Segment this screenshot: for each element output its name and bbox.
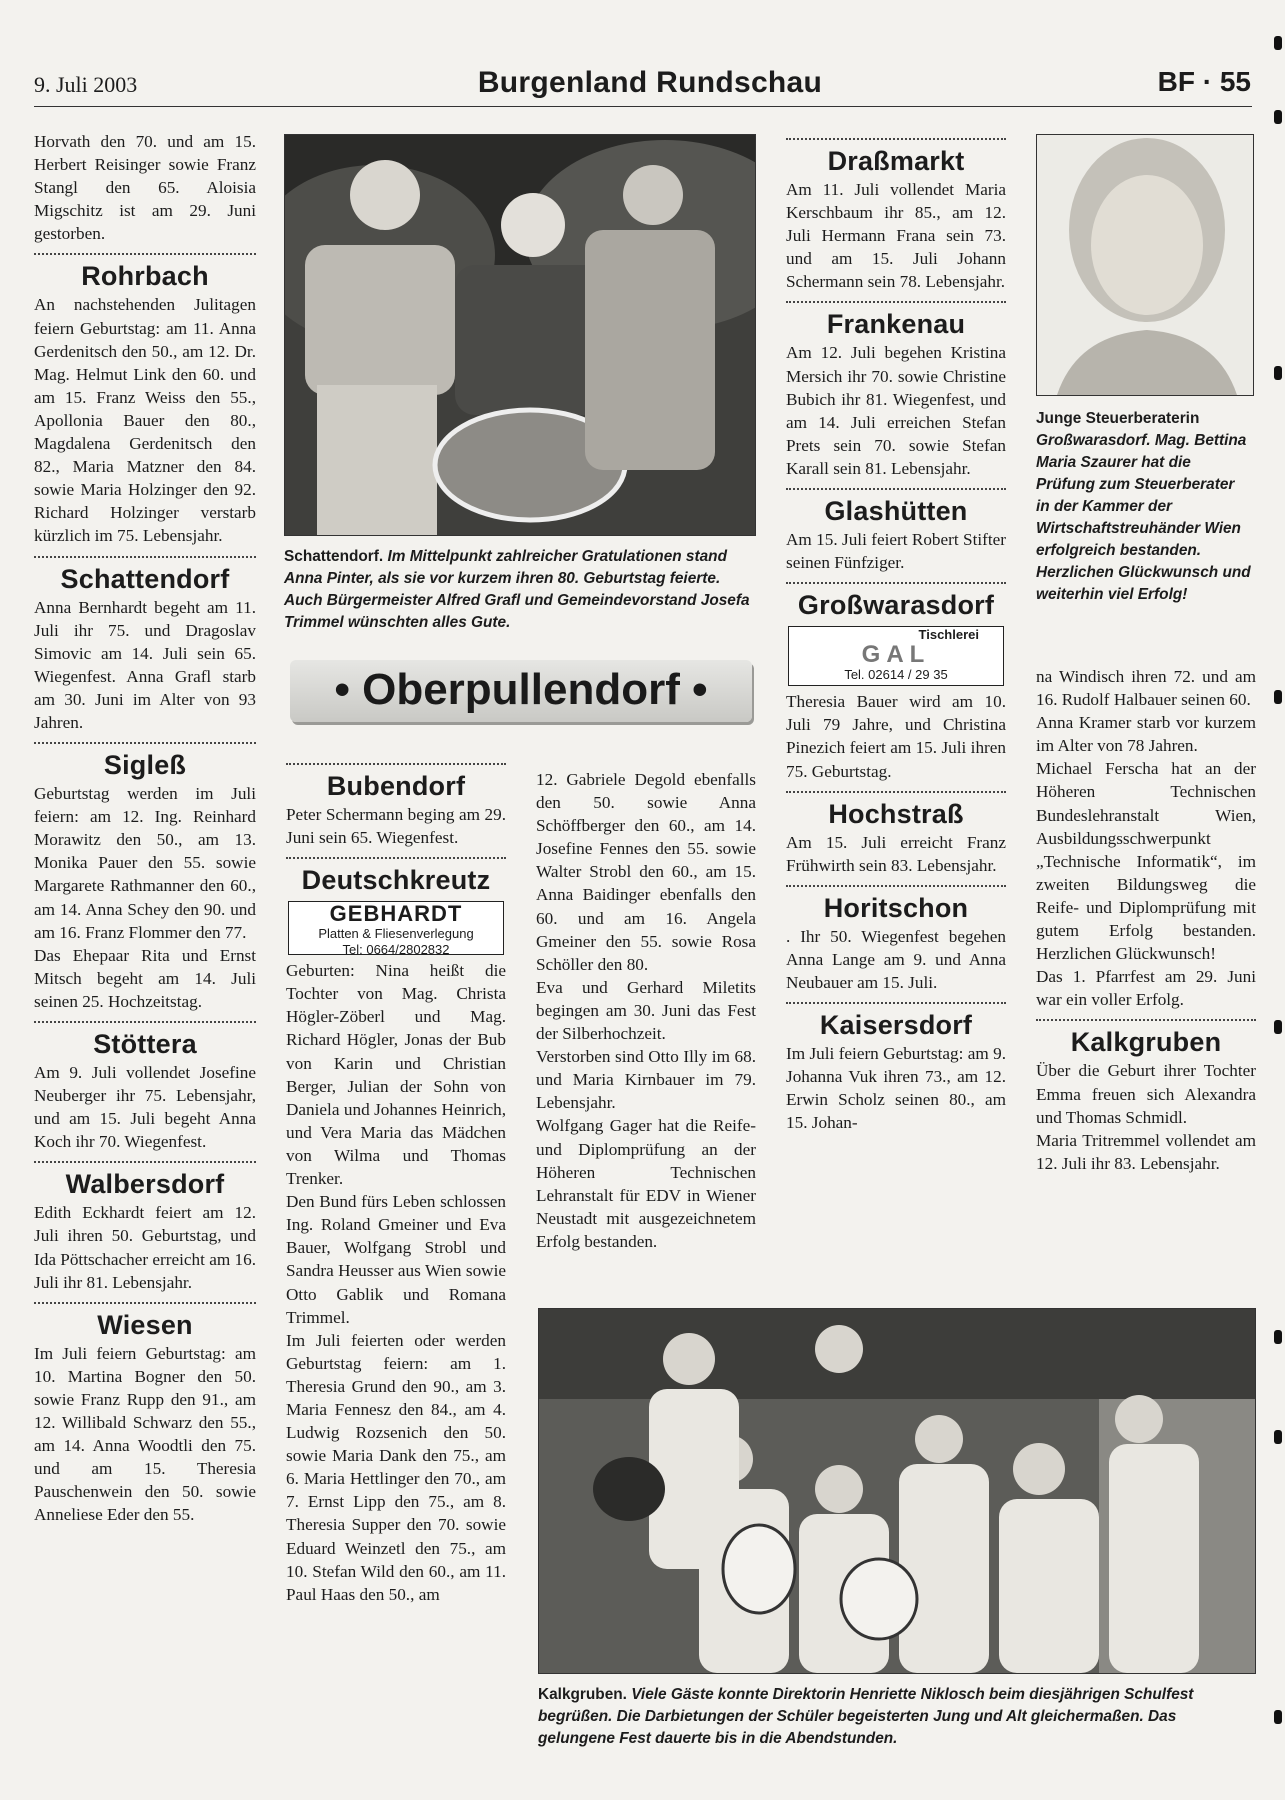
caption-text: Großwarasdorf. Mag. Bettina Maria Szaurer hat die Prüfung zum Steuerberater in der Kammer der Wirtschaftstreuhänder Wien erfolgreich bestanden. Herzlichen Glückwunsch und weiterhin viel Erfolg! [1036,432,1251,603]
ad-line: Tischlerei [918,627,979,643]
ad-phone: Tel: 0664/2802832 [342,942,450,958]
article-text: Anna Bernhardt begeht am 11. Juli ihr 75. und Dragoslav Simovic am 14. Juli sein 65. Wiegenfest. Anna Grafl starb am 30. Juni im Alter von 93 Jahren. [34,597,256,732]
scan-mark [1274,110,1282,124]
column-1 [34,130,256,1527]
photo-illustration [1037,135,1253,395]
article-text: Peter Schermann beging am 29. Juni sein 65. Wiegenfest. [286,805,506,848]
article-text: Geburtstag werden im Juli feiern: am 12. Ing. Reinhard Morawitz den 50., am 13. Monika Pauer den 55. sowie Margarete Rathmanner den 60., am 14. Anna Schey den 90. und am 16. Franz Flommer den 77. [34,784,256,942]
divider [34,742,256,744]
article-text: Am 15. Juli feiert Robert Stifter seinen Fünfziger. [786,530,1006,573]
divider [786,885,1006,887]
section-heading-rohrbach: Rohrbach [81,261,209,292]
article-text: Den Bund fürs Leben schlossen Ing. Roland Gmeiner und Eva Bauer, Wolfgang Strobl und Sandra Heusser aus Wien sowie Otto Gablik und Romana Trimmel. [286,1192,506,1327]
scan-mark [1274,1710,1282,1724]
section-heading-kaisersdorf: Kaisersdorf [819,1010,973,1041]
section-heading-glashuetten: Glashütten [824,496,968,527]
caption-kalkgruben [538,1684,1256,1750]
article-text: Das 1. Pfarrfest am 29. Juni war ein voller Erfolg. [1036,967,1256,1010]
caption-title: Junge Steuerberaterin [1036,410,1200,427]
article-text: An nachstehenden Julitagen feiern Geburtstag: am 11. Anna Gerdenitsch den 50., am 12. Dr. Mag. Helmut Link den 60. und am 15. Franz Weiss den 55., Apollonia Bauer den 80., Magdalena Gerdenitsch den 82., Maria Matzner den 84. sowie Maria Holzinger den 92. Richard Holzinger verstarb kürzlich im 75. Lebensjahr. [34,295,256,546]
article-text: . Ihr 50. Wiegenfest begehen Anna Lange am 9. und Anna Neubauer am 15. Juli. [786,926,1006,992]
ad-name: GAL [861,641,931,669]
article-text: Über die Geburt ihrer Tochter Emma freuen sich Alexandra und Thomas Schmidl. [1036,1061,1256,1127]
photo-schattendorf-group [284,134,756,536]
article-text: Das Ehepaar Rita und Ernst Mitsch begeht am 14. Juli seinen 25. Hochzeitstag. [34,945,256,1011]
section-heading-schattendorf: Schattendorf [60,563,230,594]
article-text: Geburten: Nina heißt die Tochter von Mag. Christa Högler-Zöberl und Mag. Richard Högler, Jonas der Bub von Karin und Christian Berger, Julian der Sohn von Daniela und Johannes Heinrich, und Vera Maria das Mädchen von Wilma und Thomas Trenker. [286,961,506,1189]
section-heading-wiesen: Wiesen [97,1309,193,1340]
scan-mark [1274,690,1282,704]
article-text: Edith Eckhardt feiert am 12. Juli ihren 50. Geburtstag, und Ida Pöttschacher erreicht am 16. Juli ihr 81. Lebensjahr. [34,1203,256,1292]
divider [34,1021,256,1023]
page-number: BF · 55 [1157,66,1251,97]
article-text: na Windisch ihren 72. und am 16. Rudolf Halbauer seinen 60. [1036,667,1256,710]
article-text: 12. Gabriele Degold ebenfalls den 50. sowie Anna Schöffberger den 60., am 14. Josefine Fennes den 55. sowie Walter Strobl den 60., am 15. Anna Baidinger ebenfalls den 60. und am 16. Angela Gmeiner den 55. sowie Rosa Schöller den 80. [536,770,756,974]
caption-schattendorf [284,546,754,634]
photo-kalkgruben-schulfest [538,1308,1256,1674]
column-4 [786,130,1006,1134]
divider [286,857,506,859]
divider [34,253,256,255]
region-banner-oberpullendorf: • Oberpullendorf • [290,660,752,722]
article-text: Wolfgang Gager hat die Reife- und Diplomprüfung an der Höheren Technischen Lehranstalt für EDV in Wiener Neustadt mit ausgezeichnetem Erfolg bestanden. [536,1116,756,1251]
column-3 [536,768,756,1253]
article-text: Anna Kramer starb vor kurzem im Alter von 78 Jahren. [1036,713,1256,756]
article-text: Maria Tritremmel vollendet am 12. Juli ihr 83. Lebensjahr. [1036,1130,1256,1173]
article-text: Theresia Bauer wird am 10. Juli 79 Jahre, und Christina Pinezich feiert am 15. Juli ihren 75. Geburtstag. [786,692,1006,781]
article-text: Am 12. Juli begehen Kristina Mersich ihr 70. sowie Christine Bubich ihr 81. Wiegenfest, und am 14. Juli erreichen Stefan Prets sein 70. sowie Stefan Karall sein 81. Lebensjahr. [786,343,1006,478]
newspaper-title: Burgenland Rundschau [477,66,823,99]
section-heading-bubendorf: Bubendorf [326,771,466,801]
divider [786,301,1006,303]
caption-place: Kalkgruben. [538,1686,627,1703]
divider [786,791,1006,793]
ad-phone: Tel. 02614 / 29 35 [844,667,948,683]
divider [34,1161,256,1163]
column-2 [286,755,506,1606]
divider [34,1302,256,1304]
section-heading-sigless: Sigleß [103,750,187,781]
ad-slot [786,622,1006,690]
issue-date: 9. Juli 2003 [34,72,138,97]
article-text: Im Juli feierten oder werden Geburtstag feiern: am 1. Theresia Grund den 90., am 3. Maria Fennesz den 84., am 4. Ludwig Rozsenich den 50. sowie Maria Dank den 75., am 6. Maria Hettlinger den 70., am 7. Ernst Lipp den 75., am 8. Theresia Supper den 70. sowie Eduard Weinzetl den 75., am 10. Stefan Wild den 60., am 11. Paul Haas den 50., am [286,1330,506,1604]
ad-line: Platten & Fliesenverlegung [318,926,474,942]
article-text: Eva und Gerhard Miletits begingen am 30. Juni das Fest der Silberhochzeit. [536,977,756,1044]
section-heading-horitschon: Horitschon [823,892,969,923]
article-text: Am 11. Juli vollendet Maria Kerschbaum ihr 85., am 12. Juli Hermann Frana sein 73. und am 15. Juli Johann Schermann sein 78. Lebensjahr. [786,180,1006,292]
advertisement-gebhardt [288,901,504,958]
article-text: Verstorben sind Otto Illy im 68. und Maria Kirnbauer im 79. Lebensjahr. [536,1047,756,1113]
section-heading-stoettera: Stöttera [93,1029,197,1059]
article-text: Horvath den 70. und am 15. Herbert Reisinger sowie Franz Stangl den 65. Aloisia Migschitz ist am 29. Juni gestorben. [34,132,256,244]
header-rule [34,106,1252,107]
scan-mark [1274,1020,1282,1034]
caption-steuerberaterin [1036,408,1252,606]
scan-mark [1274,1430,1282,1444]
section-heading-drassmarkt: Draßmarkt [827,146,965,176]
article-text: Am 9. Juli vollendet Josefine Neuberger ihr 75. Lebensjahr, und am 15. Juli begeht Anna Koch ihr 70. Wiegenfest. [34,1063,256,1152]
divider [786,1002,1006,1004]
section-heading-walbersdorf: Walbersdorf [65,1169,225,1200]
divider [34,556,256,558]
caption-place: Schattendorf. [284,548,384,565]
divider [1036,1019,1256,1021]
section-heading-frankenau: Frankenau [826,309,966,340]
scan-mark [1274,366,1282,380]
article-text: Im Juli feiern Geburtstag: am 9. Johanna Vuk ihren 73., am 12. Erwin Scholz seinen 80., am 15. Johan- [786,1044,1006,1133]
scan-mark [1274,1330,1282,1344]
photo-illustration [285,135,755,535]
divider [786,138,1006,140]
ad-name: GEBHARDT [329,901,463,927]
photo-portrait-steuerberaterin [1036,134,1254,396]
section-heading-hochstrass: Hochstraß [828,798,964,829]
advertisement-tischlerei-gal [788,626,1004,686]
section-heading-kalkgruben: Kalkgruben [1070,1027,1222,1058]
section-heading-deutschkreutz: Deutschkreutz [301,865,491,896]
article-text: Michael Ferscha hat an der Höheren Technischen Bundeslehranstalt Wien, Ausbildungsschwerpunkt „Technische Informatik“, im zweiten Bildungsweg die Reife- und Diplomprüfung mit gutem Erfolg bestanden. Herzlichen Glückwunsch! [1036,759,1256,964]
divider [286,763,506,765]
article-text: Am 15. Juli erreicht Franz Frühwirth sein 83. Lebensjahr. [786,832,1006,875]
divider [786,488,1006,490]
divider [786,582,1006,584]
section-heading-grosswarasdorf: Großwarasdorf [797,590,995,621]
column-5 [1036,665,1256,1175]
ad-slot [286,897,506,959]
scan-mark [1274,36,1282,50]
caption-text: Im Mittelpunkt zahlreicher Gratulationen stand Anna Pinter, als sie vor kurzem ihren 80. Geburtstag feierte. Auch Bürgermeister Alfred Grafl und Gemeindevorstand Josefa Trimmel wünschten alles Gute. [284,548,750,631]
photo-illustration [539,1309,1255,1673]
article-text: Im Juli feiern Geburtstag: am 10. Martina Bogner den 50. sowie Franz Rupp den 91., am 12. Willibald Schwarz den 55., am 14. Anna Woodtli den 75. und am 15. Theresia Pauschenwein den 50. sowie Anneliese Eder den 55. [34,1343,256,1525]
caption-text: Viele Gäste konnte Direktorin Henriette Niklosch beim diesjährigen Schulfest begrüßen. Die Darbietungen der Schüler begeisterten Jung und Alt gleichermaßen. Das gelungene Fest dauerte bis in die Abendstunden. [538,1686,1194,1747]
